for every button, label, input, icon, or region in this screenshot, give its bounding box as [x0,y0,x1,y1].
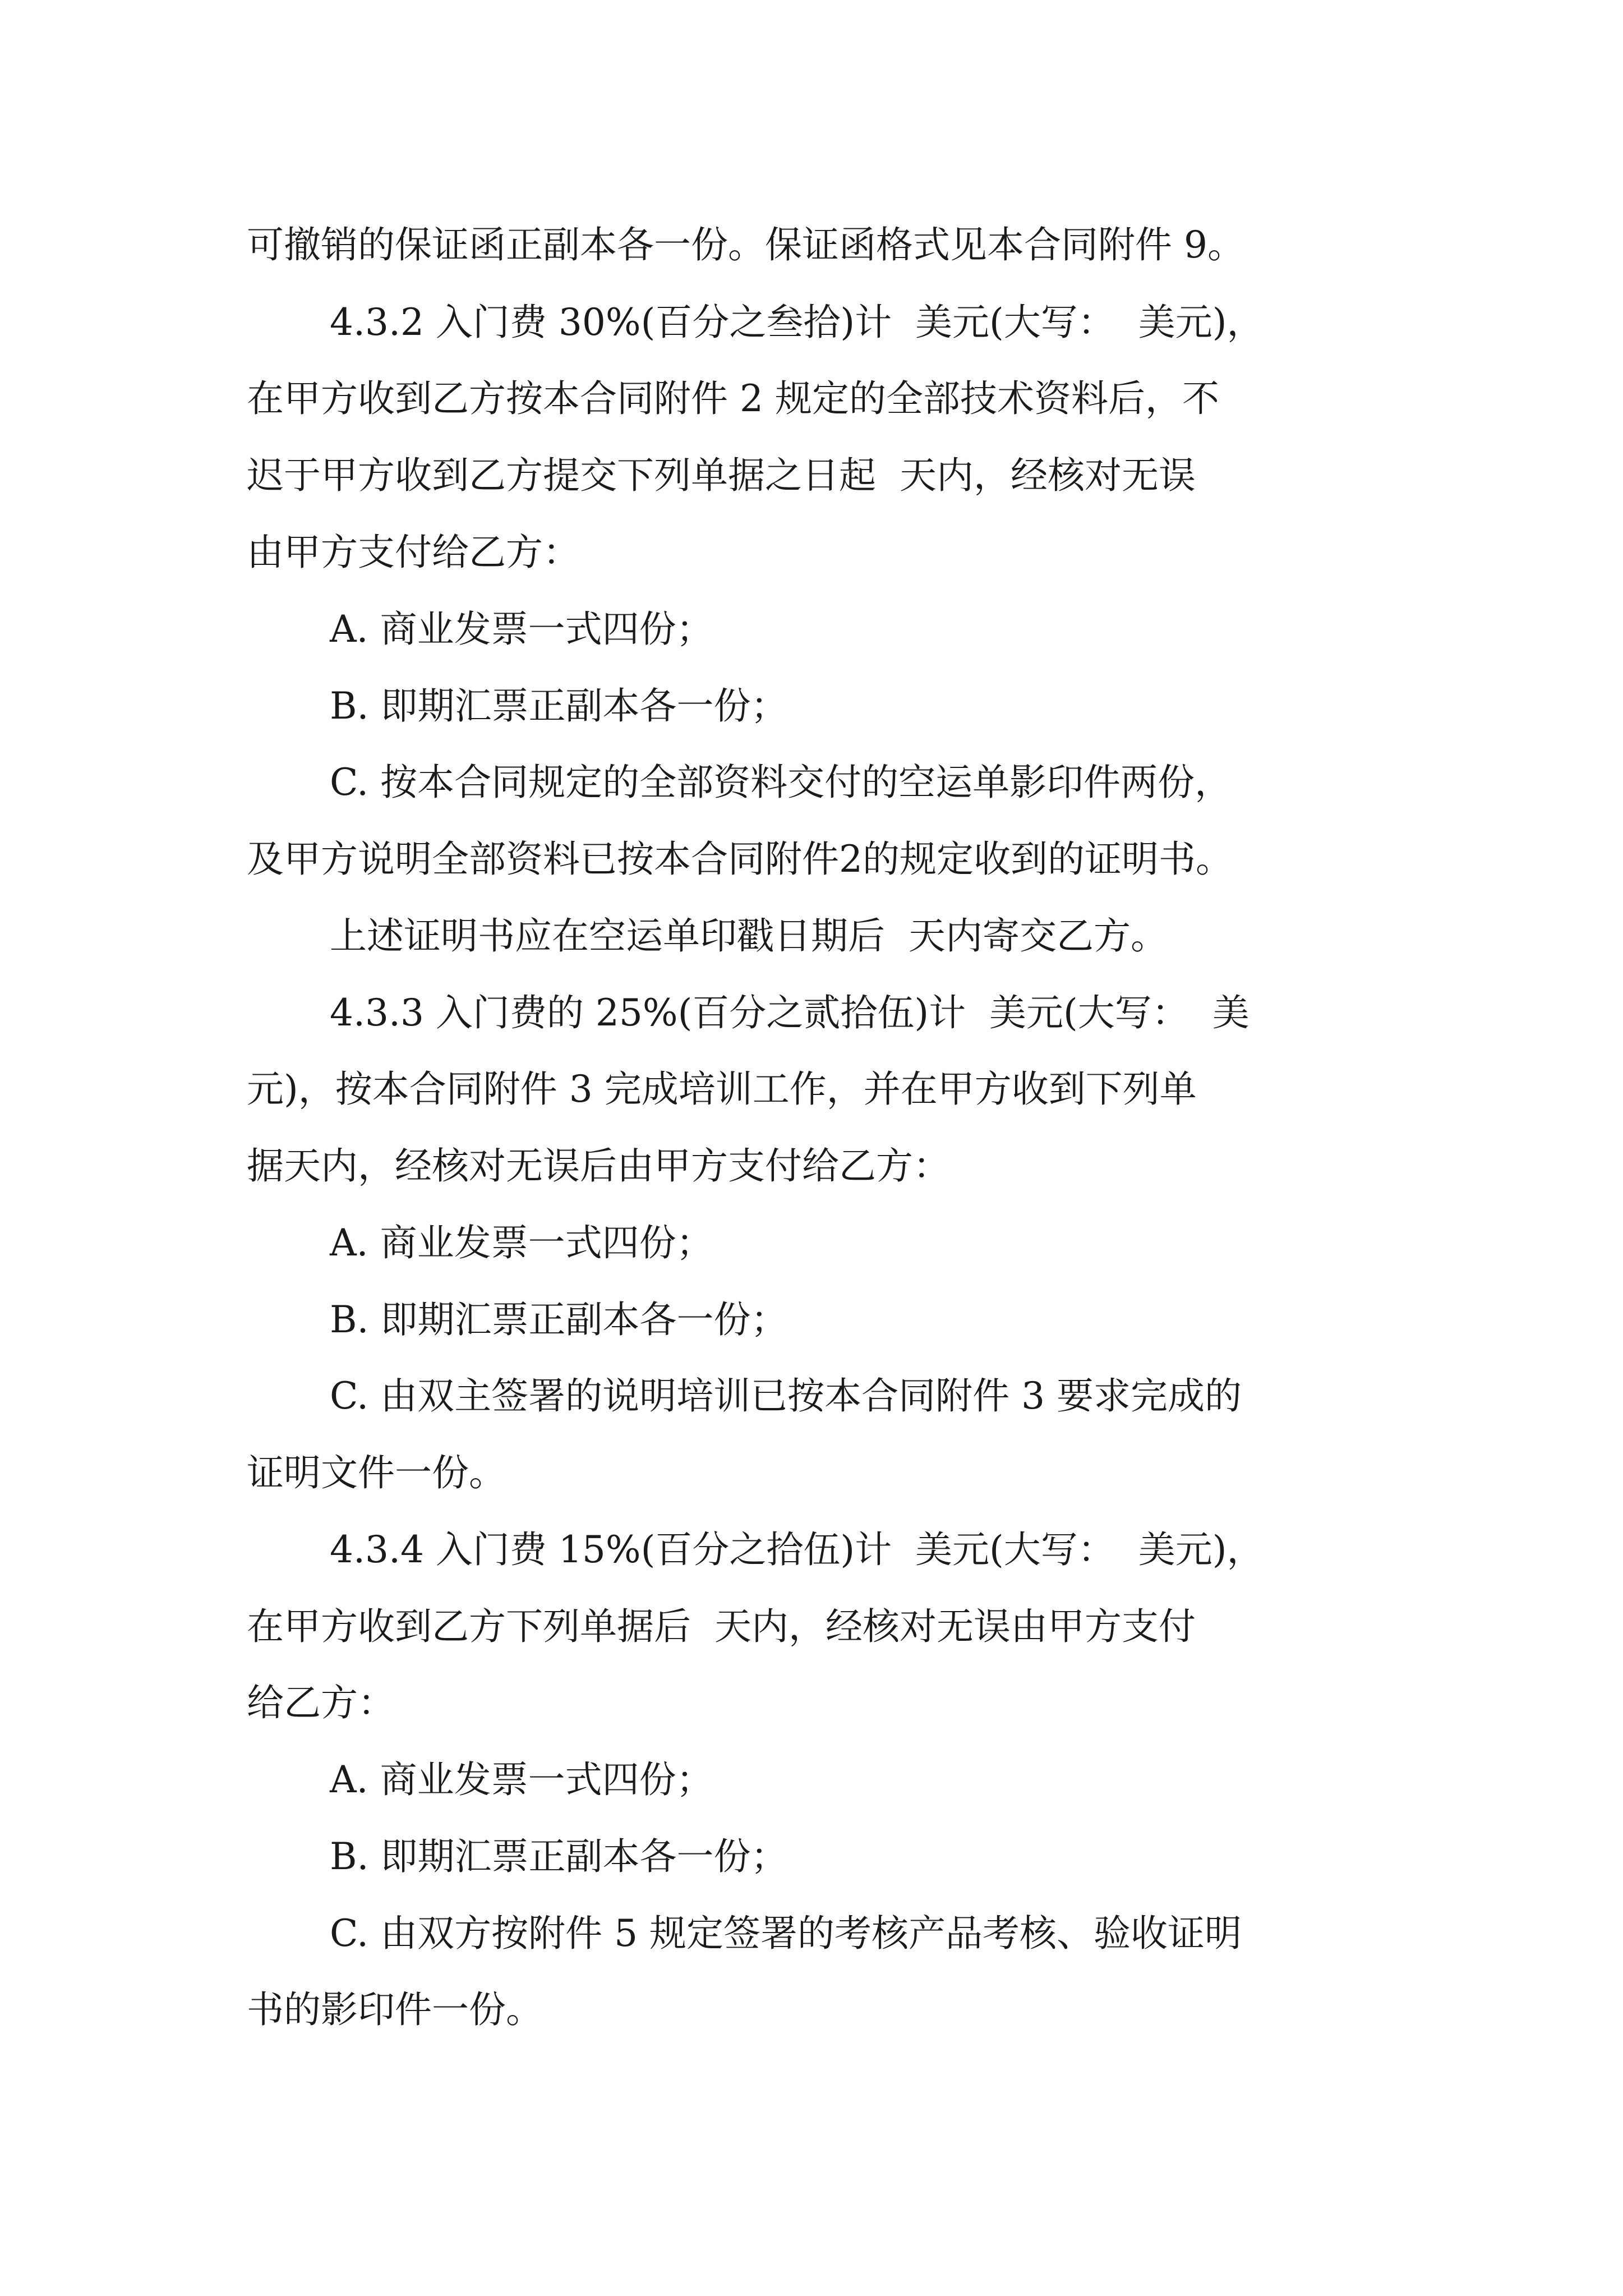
text-line: 4.3.4 入门费 15%(百分之拾伍)计 美元(大写： 美元)， [330,1528,1264,1571]
text-line: C. 由双主签署的说明培训已按本合同附件 3 要求完成的 [330,1374,1242,1418]
text-line: 及甲方说明全部资料已按本合同附件2的规定收到的证明书。 [247,838,1233,881]
text-line: B. 即期汇票正副本各一份； [330,684,788,728]
text-line: B. 即期汇票正副本各一份； [330,1298,788,1341]
text-line: B. 即期汇票正副本各一份； [330,1835,788,1878]
text-line: 元)，按本合同附件 3 完成培训工作，并在甲方收到下列单 [247,1068,1197,1111]
text-line: 由甲方支付给乙方： [247,531,580,574]
text-line: A. 商业发票一式四份； [330,608,713,651]
text-line: C. 由双方按附件 5 规定签署的考核产品考核、验收证明 [330,1912,1242,1955]
text-line: 上述证明书应在空运单印戳日期后 天内寄交乙方。 [330,914,1168,958]
text-line: A. 商业发票一式四份； [330,1221,713,1264]
text-line: A. 商业发票一式四份； [330,1758,713,1801]
text-line: 证明文件一份。 [247,1451,506,1494]
text-line: 4.3.2 入门费 30%(百分之叁拾)计 美元(大写： 美元)， [330,301,1264,344]
text-line: 在甲方收到乙方按本合同附件 2 规定的全部技术资料后，不 [247,377,1219,420]
text-line: 书的影印件一份。 [247,1988,543,2031]
text-line: 迟于甲方收到乙方提交下列单据之日起 天内，经核对无误 [247,454,1196,497]
text-line: 可撤销的保证函正副本各一份。保证函格式见本合同附件 9。 [247,223,1244,266]
text-line: 给乙方： [247,1681,395,1724]
text-line: 4.3.3 入门费的 25%(百分之贰拾伍)计 美元(大写： 美 [330,991,1249,1034]
text-line: C. 按本合同规定的全部资料交付的空运单影印件两份， [330,761,1232,804]
text-line: 据天内，经核对无误后由甲方支付给乙方： [247,1144,950,1188]
text-line: 在甲方收到乙方下列单据后 天内，经核对无误由甲方支付 [247,1605,1196,1648]
